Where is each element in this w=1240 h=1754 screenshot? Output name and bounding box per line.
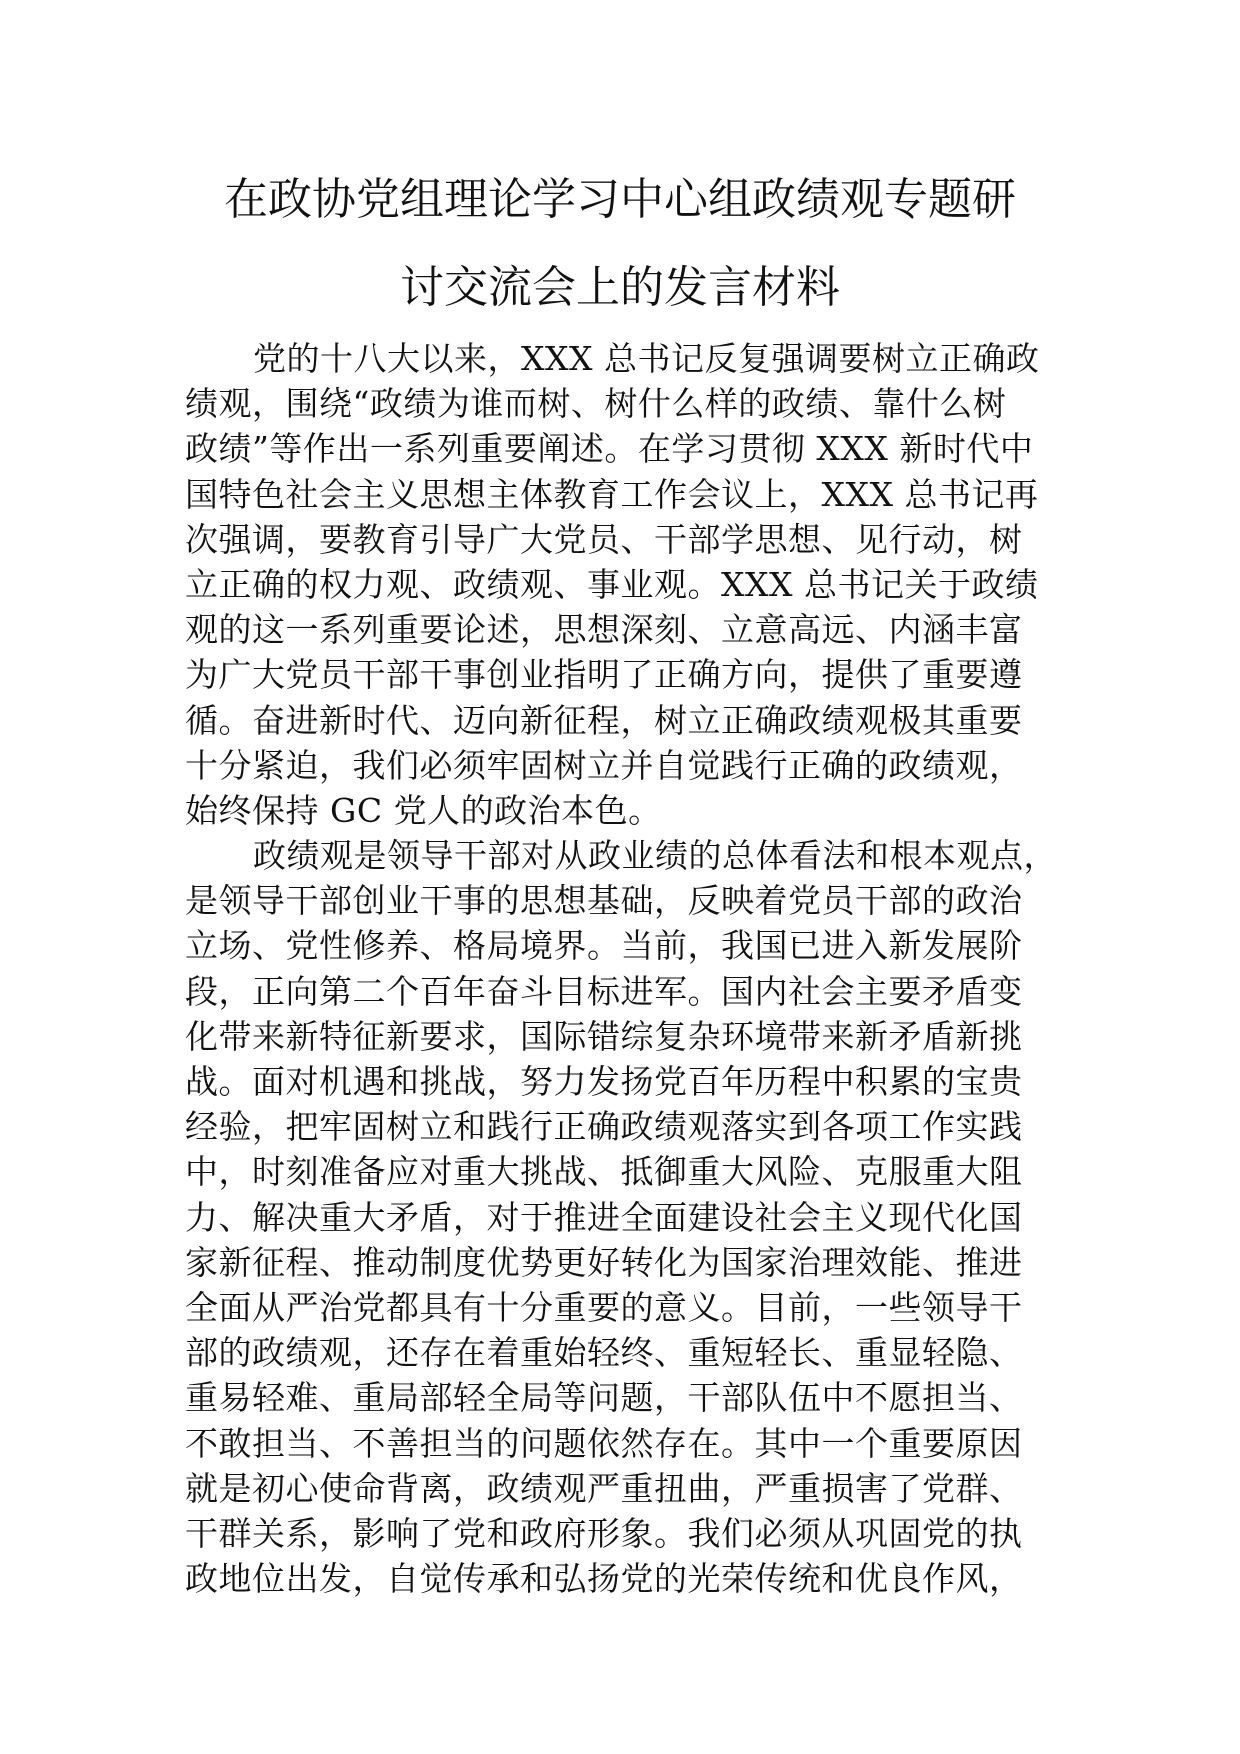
paragraph-line: 干群关系，影响了党和政府形象。我们必须从巩固党的执 [185,1513,1023,1553]
paragraph-line: 就是初心使命背离，政绩观严重扭曲，严重损害了党群、 [185,1468,1023,1508]
document-title-line-2: 讨交流会上的发言材料 [400,262,840,313]
paragraph-line: 十分紧迫，我们必须牢固树立并自觉践行正确的政绩观， [185,745,1023,785]
paragraph-1 [185,336,1075,833]
paragraph-line: 绩观，围绕“政绩为谁而树、树什么样的政绩、靠什么树 [185,384,1007,424]
document-body [185,336,1075,1601]
paragraph-line: 重易轻难、重局部轻全局等问题，干部队伍中不愿担当、 [185,1378,1023,1418]
paragraph-line: 是领导干部创业干事的思想基础，反映着党员干部的政治 [185,881,1023,921]
paragraph-line: 政地位出发，自觉传承和弘扬党的光荣传统和优良作风， [185,1559,1023,1599]
paragraph-line: 不敢担当、不善担当的问题依然存在。其中一个重要原因 [185,1423,1023,1463]
paragraph-line: 段，正向第二个百年奋斗目标进军。国内社会主要矛盾变 [185,971,1023,1011]
paragraph-line: 为广大党员干部干事创业指明了正确方向，提供了重要遵 [185,655,1023,695]
paragraph-line: 化带来新特征新要求，国际错综复杂环境带来新矛盾新挑 [185,1016,1023,1056]
paragraph-line: 始终保持 GC 党人的政治本色。 [185,790,662,830]
paragraph-line: 政绩”等作出一系列重要阐述。在学习贯彻 XXX 新时代中 [185,429,1034,469]
paragraph-line: 循。奋进新时代、迈向新征程，树立正确政绩观极其重要 [185,700,1023,740]
paragraph-line: 全面从严治党都具有十分重要的意义。目前，一些领导干 [185,1287,1023,1327]
paragraph-line: 党的十八大以来，XXX 总书记反复强调要树立正确政 [253,339,1040,378]
document-title-line-1: 在政协党组理论学习中心组政绩观专题研 [224,174,1016,225]
paragraph-line: 立正确的权力观、政绩观、事业观。XXX 总书记关于政绩 [185,564,1039,604]
paragraph-line: 立场、党性修养、格局境界。当前，我国已进入新发展阶 [185,926,1023,966]
paragraph-line: 次强调，要教育引导广大党员、干部学思想、见行动，树 [185,519,1023,559]
paragraph-line: 经验，把牢固树立和践行正确政绩观落实到各项工作实践 [185,1107,1023,1147]
paragraph-line: 政绩观是领导干部对从政业绩的总体看法和根本观点， [253,836,1057,876]
paragraph-line: 力、解决重大矛盾，对于推进全面建设社会主义现代化国 [185,1197,1023,1237]
paragraph-line: 国特色社会主义思想主体教育工作会议上，XXX 总书记再 [185,474,1039,514]
paragraph-line: 观的这一系列重要论述，思想深刻、立意高远、内涵丰富 [185,610,1023,650]
paragraph-line: 部的政绩观，还存在着重始轻终、重短轻长、重显轻隐、 [185,1333,1023,1373]
paragraph-line: 中，时刻准备应对重大挑战、抵御重大风险、克服重大阻 [185,1152,1023,1192]
paragraph-line: 家新征程、推动制度优势更好转化为国家治理效能、推进 [185,1242,1023,1282]
paragraph-line: 战。面对机遇和挑战，努力发扬党百年历程中积累的宝贵 [185,1062,1023,1101]
paragraph-2 [185,833,1075,1601]
